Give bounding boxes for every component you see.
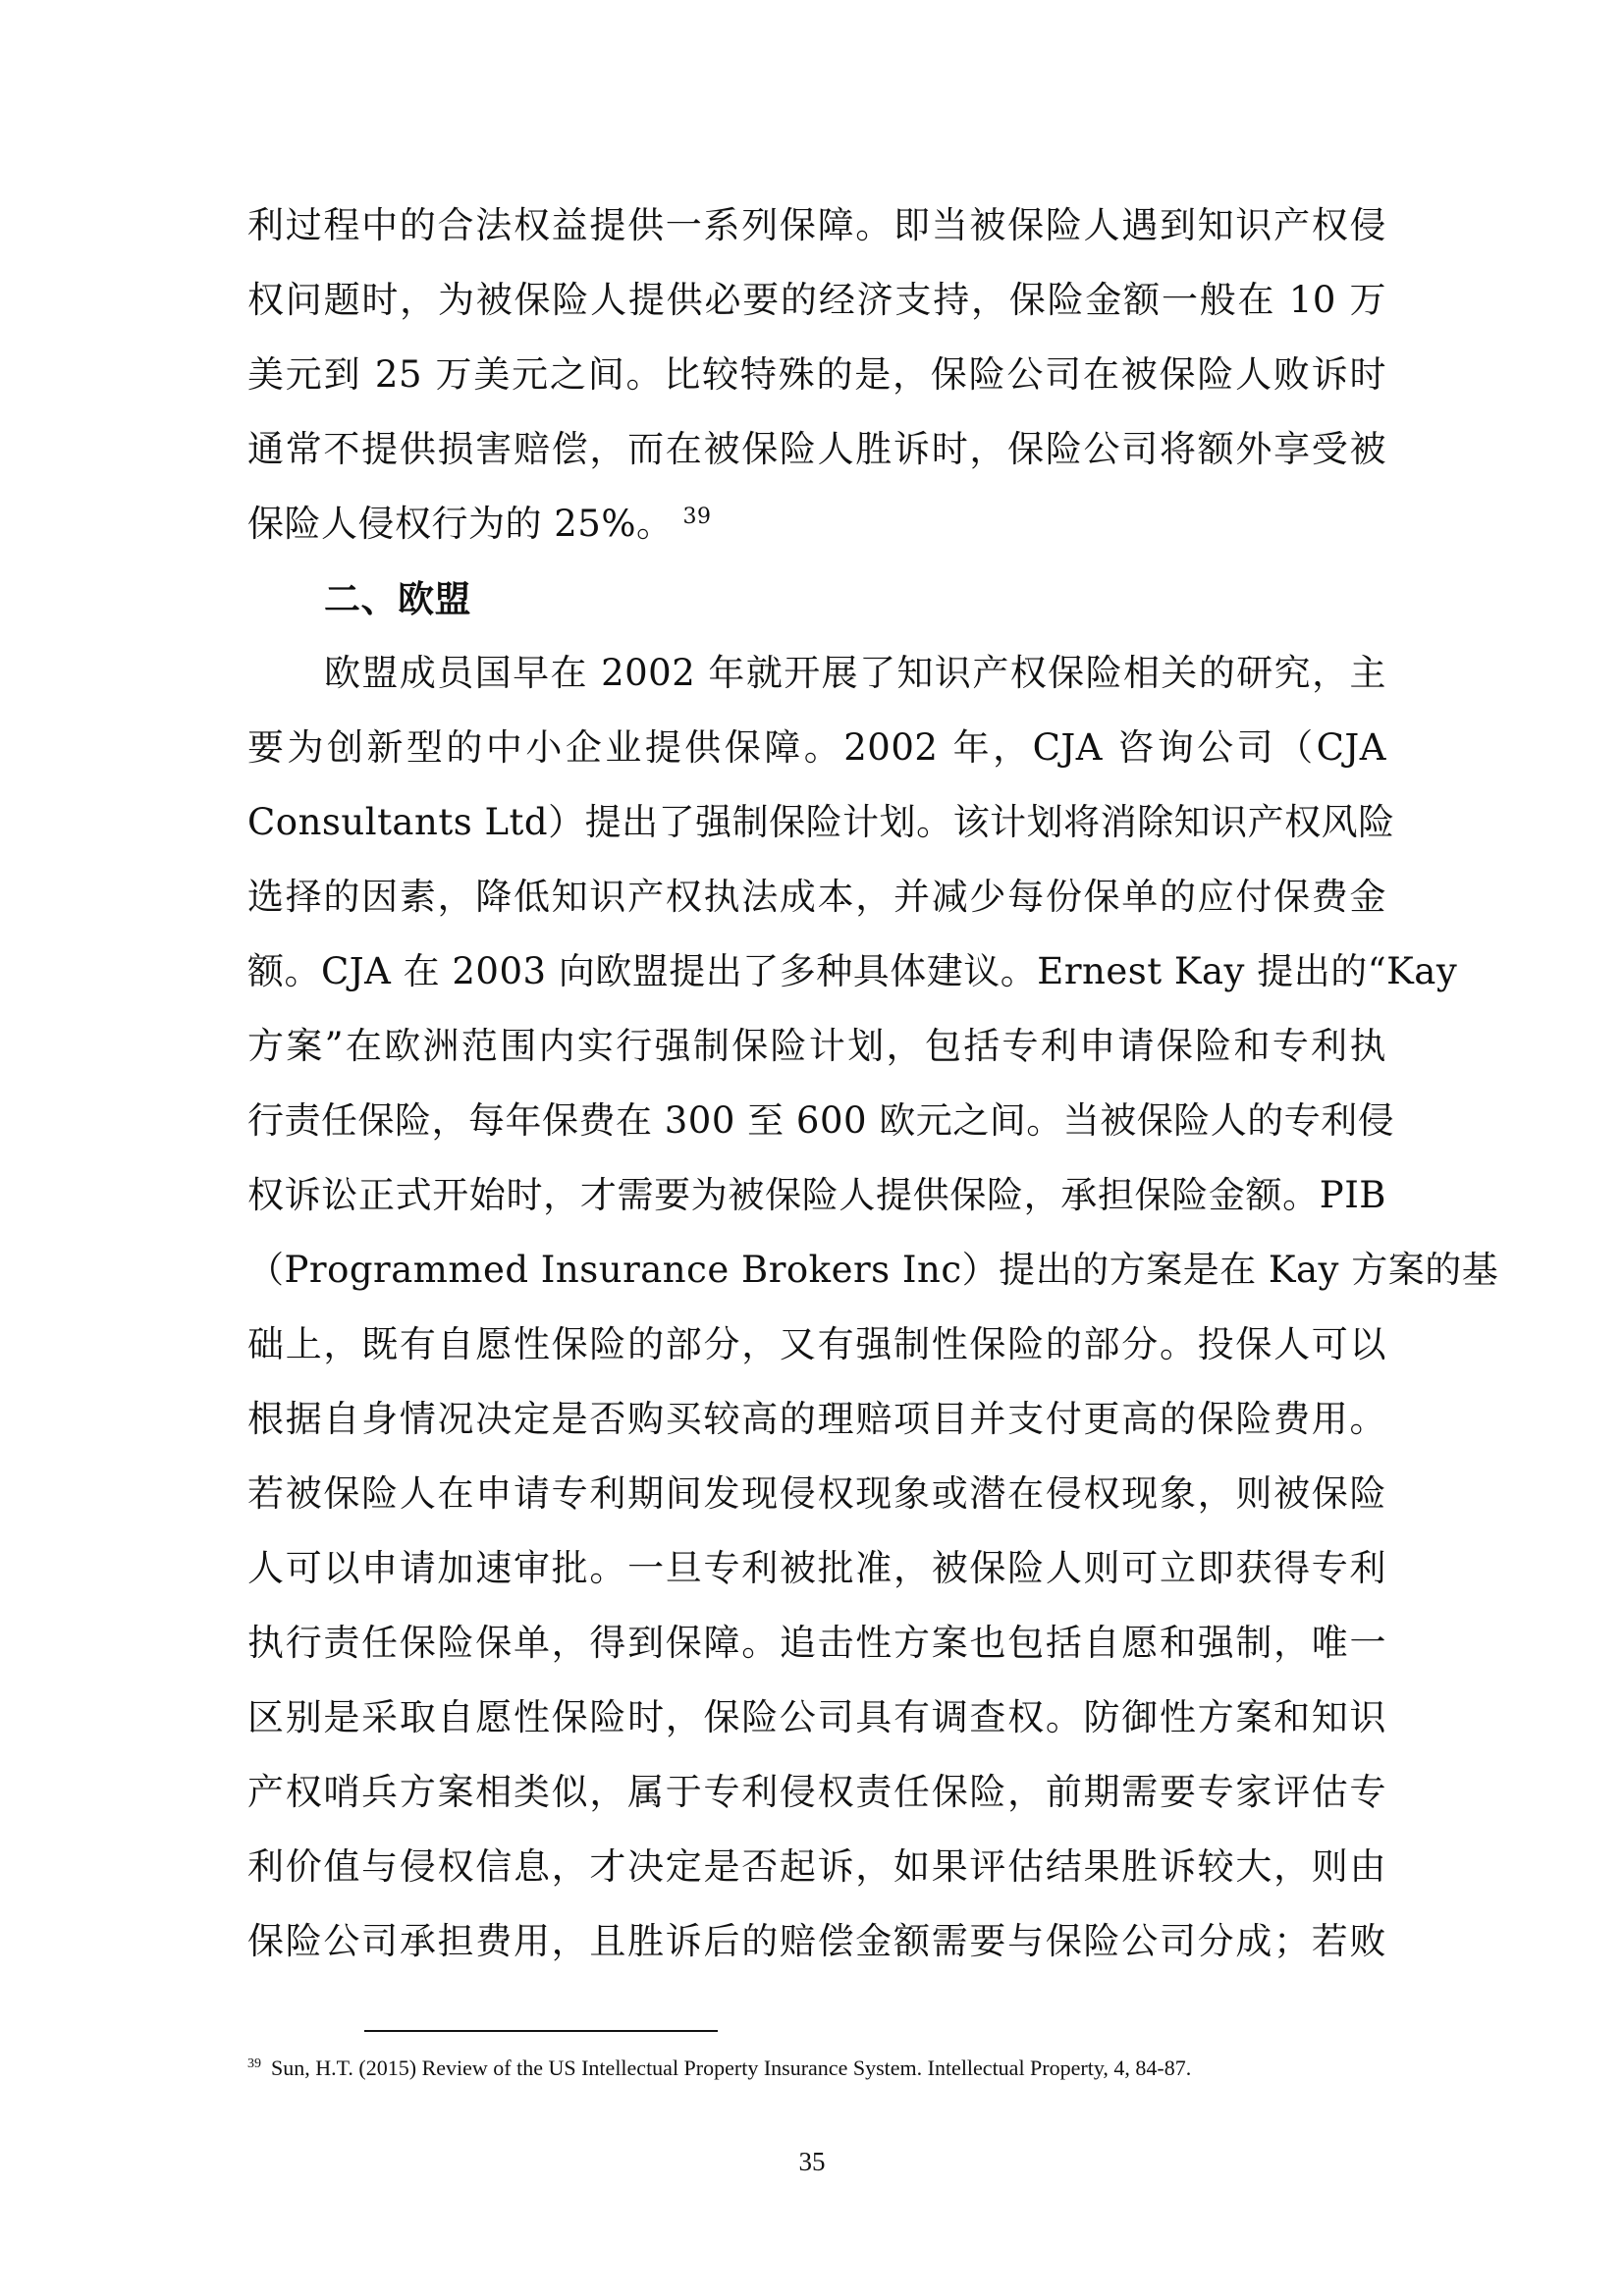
text-line: 美元到 25 万美元之间。比较特殊的是，保险公司在被保险人败诉时 — [247, 353, 1386, 396]
footnote-separator — [364, 2030, 718, 2032]
text-line: Consultants Ltd）提出了强制保险计划。该计划将消除知识产权风险 — [247, 801, 1395, 843]
text-line: 利价值与侵权信息，才决定是否起诉，如果评估结果胜诉较大，则由 — [247, 1845, 1386, 1888]
body-text — [247, 188, 1499, 1979]
footnote-reference[interactable]: 39 — [682, 504, 712, 529]
text-line: 执行责任保险保单，得到保障。追击性方案也包括自愿和强制，唯一 — [247, 1622, 1386, 1664]
text-line — [247, 487, 1386, 561]
text-line: 额。CJA 在 2003 向欧盟提出了多种具体建议。Ernest Kay 提出的“Kay — [247, 950, 1458, 992]
text-line: 行责任保险，每年保费在 300 至 600 欧元之间。当被保险人的专利侵 — [247, 1099, 1395, 1142]
text-line-content: 保险人侵权行为的 25%。 — [247, 503, 674, 545]
text-line: 要为创新型的中小企业提供保障。2002 年，CJA 咨询公司（CJA — [247, 726, 1386, 769]
text-line: 通常不提供损害赔偿，而在被保险人胜诉时，保险公司将额外享受被 — [247, 428, 1386, 470]
page-number: 35 — [798, 2147, 826, 2176]
text-line: 欧盟成员国早在 2002 年就开展了知识产权保险相关的研究，主 — [324, 652, 1386, 694]
footnote — [247, 2055, 1386, 2081]
text-line: 权问题时，为被保险人提供必要的经济支持，保险金额一般在 10 万 — [247, 279, 1386, 321]
footnote-text: Sun, H.T. (2015) Review of the US Intellectual Property Insurance System. Intellectual Property, 4, 84-87. — [271, 2056, 1192, 2080]
text-line: 选择的因素，降低知识产权执法成本，并减少每份保单的应付保费金 — [247, 876, 1386, 918]
text-line: 若被保险人在申请专利期间发现侵权现象或潜在侵权现象，则被保险 — [247, 1472, 1386, 1515]
text-line: 人可以申请加速审批。一旦专利被批准，被保险人则可立即获得专利 — [247, 1547, 1386, 1589]
text-line: 利过程中的合法权益提供一系列保障。即当被保险人遇到知识产权侵 — [247, 204, 1386, 246]
text-line: （Programmed Insurance Brokers Inc）提出的方案是在 Kay 方案的基 — [247, 1249, 1499, 1291]
text-line: 产权哨兵方案相类似，属于专利侵权责任保险，前期需要专家评估专 — [247, 1771, 1386, 1813]
text-line: 保险公司承担费用，且胜诉后的赔偿金额需要与保险公司分成；若败 — [247, 1920, 1386, 1962]
text-line: 根据自身情况决定是否购买较高的理赔项目并支付更高的保险费用。 — [247, 1398, 1386, 1440]
text-line: 区别是采取自愿性保险时，保险公司具有调查权。防御性方案和知识 — [247, 1696, 1386, 1738]
section-heading: 二、欧盟 — [324, 577, 471, 620]
text-line: 权诉讼正式开始时，才需要为被保险人提供保险，承担保险金额。PIB — [247, 1174, 1386, 1216]
footnote-number: 39 — [247, 2056, 261, 2071]
text-line: 方案”在欧洲范围内实行强制保险计划，包括专利申请保险和专利执 — [247, 1025, 1386, 1067]
text-line: 础上，既有自愿性保险的部分，又有强制性保险的部分。投保人可以 — [247, 1323, 1386, 1365]
